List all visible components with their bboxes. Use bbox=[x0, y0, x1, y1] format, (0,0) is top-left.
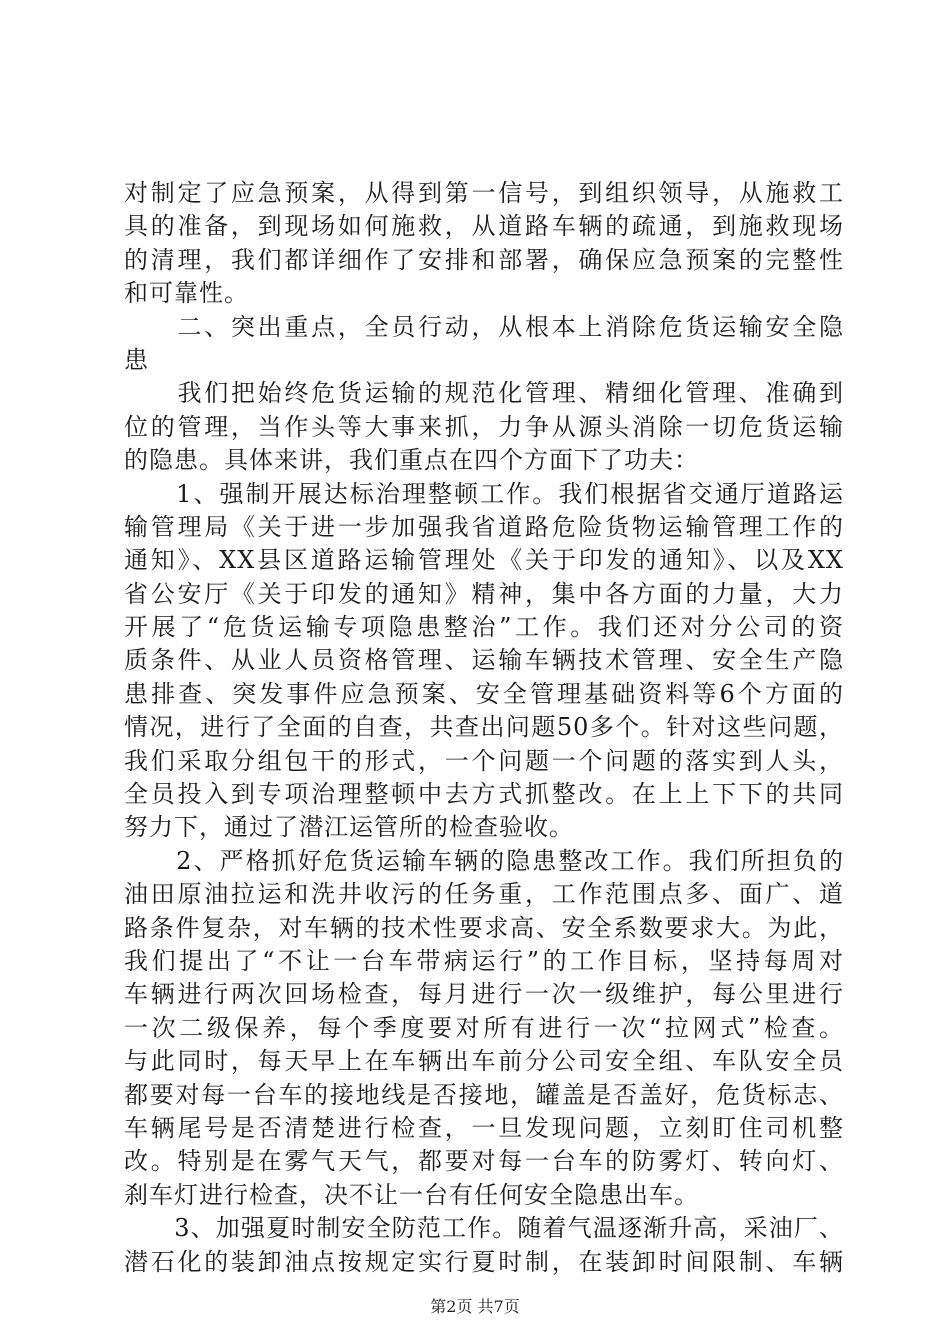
text-line: 对制定了应急预案，从得到第一信号，到组织领导，从施救工 bbox=[124, 179, 844, 207]
text-line: 具的准备，到现场如何施救，从道路车辆的疏通，到施救现场 bbox=[124, 212, 844, 241]
text-line: 的隐患。具体来讲，我们重点在四个方面下了功夫： bbox=[124, 446, 699, 475]
text-line: 刹车灯进行检查，决不让一台有任何安全隐患出车。 bbox=[124, 1180, 699, 1209]
text-line: 路条件复杂，对车辆的技术性要求高、安全系数要求大。为此， bbox=[124, 913, 844, 942]
document-body bbox=[124, 177, 844, 1279]
text-line: 通知》、XX县区道路运输管理处《关于印发的通知》、以及XX bbox=[124, 546, 844, 575]
text-line: 一次二级保养，每个季度要对所有进行一次“拉网式”检查。 bbox=[124, 1013, 844, 1042]
text-line: 和可靠性。 bbox=[124, 279, 249, 308]
text-line: 输管理局《关于进一步加强我省道路危险货物运输管理工作的 bbox=[124, 512, 844, 541]
section-heading-cont: 患 bbox=[124, 345, 149, 374]
text-line: 开展了“危货运输专项隐患整治”工作。我们还对分公司的资 bbox=[124, 613, 844, 642]
text-line: 油田原油拉运和洗井收污的任务重，工作范围点多、面广、道 bbox=[124, 880, 844, 909]
text-line: 的清理，我们都详细作了安排和部署，确保应急预案的完整性 bbox=[124, 245, 844, 274]
text-line: 3、加强夏时制安全防范工作。随着气温逐渐升高，采油厂、 bbox=[124, 1214, 844, 1243]
text-line: 与此同时，每天早上在车辆出车前分公司安全组、车队安全员 bbox=[124, 1047, 844, 1076]
text-line: 努力下，通过了潜江运管所的检查验收。 bbox=[124, 813, 574, 842]
text-line: 都要对每一台车的接地线是否接地，罐盖是否盖好，危货标志、 bbox=[124, 1080, 844, 1109]
text-line: 车辆进行两次回场检查，每月进行一次一级维护，每公里进行 bbox=[124, 980, 844, 1009]
text-line: 我们把始终危货运输的规范化管理、精细化管理、准确到 bbox=[124, 379, 844, 408]
text-line: 车辆尾号是否清楚进行检查，一旦发现问题，立刻盯住司机整 bbox=[124, 1113, 844, 1142]
text-line: 1、强制开展达标治理整顿工作。我们根据省交通厅道路运 bbox=[124, 479, 844, 508]
text-line: 患排查、突发事件应急预案、安全管理基础资料等6个方面的 bbox=[124, 679, 844, 708]
text-line: 2、严格抓好危货运输车辆的隐患整改工作。我们所担负的 bbox=[124, 846, 844, 875]
text-line: 全员投入到专项治理整顿中去方式抓整改。在上上下下的共同 bbox=[124, 780, 844, 809]
text-line: 潜石化的装卸油点按规定实行夏时制，在装卸时间限制、车辆 bbox=[124, 1247, 844, 1276]
text-line: 位的管理，当作头等大事来抓，力争从源头消除一切危货运输 bbox=[124, 412, 844, 441]
page-footer: 第2页 共7页 bbox=[430, 1297, 520, 1316]
text-line: 情况，进行了全面的自查，共查出问题50多个。针对这些问题， bbox=[124, 713, 844, 742]
text-line: 我们提出了“不让一台车带病运行”的工作目标，坚持每周对 bbox=[124, 946, 844, 975]
text-line: 改。特别是在雾气天气，都要对每一台车的防雾灯、转向灯、 bbox=[124, 1147, 844, 1176]
section-heading: 二、突出重点，全员行动，从根本上消除危货运输安全隐 bbox=[124, 312, 844, 341]
text-line: 省公安厅《关于印发的通知》精神，集中各方面的力量，大力 bbox=[124, 579, 844, 608]
text-line: 质条件、从业人员资格管理、运输车辆技术管理、安全生产隐 bbox=[124, 646, 844, 675]
text-line: 我们采取分组包干的形式，一个问题一个问题的落实到人头， bbox=[124, 746, 844, 775]
